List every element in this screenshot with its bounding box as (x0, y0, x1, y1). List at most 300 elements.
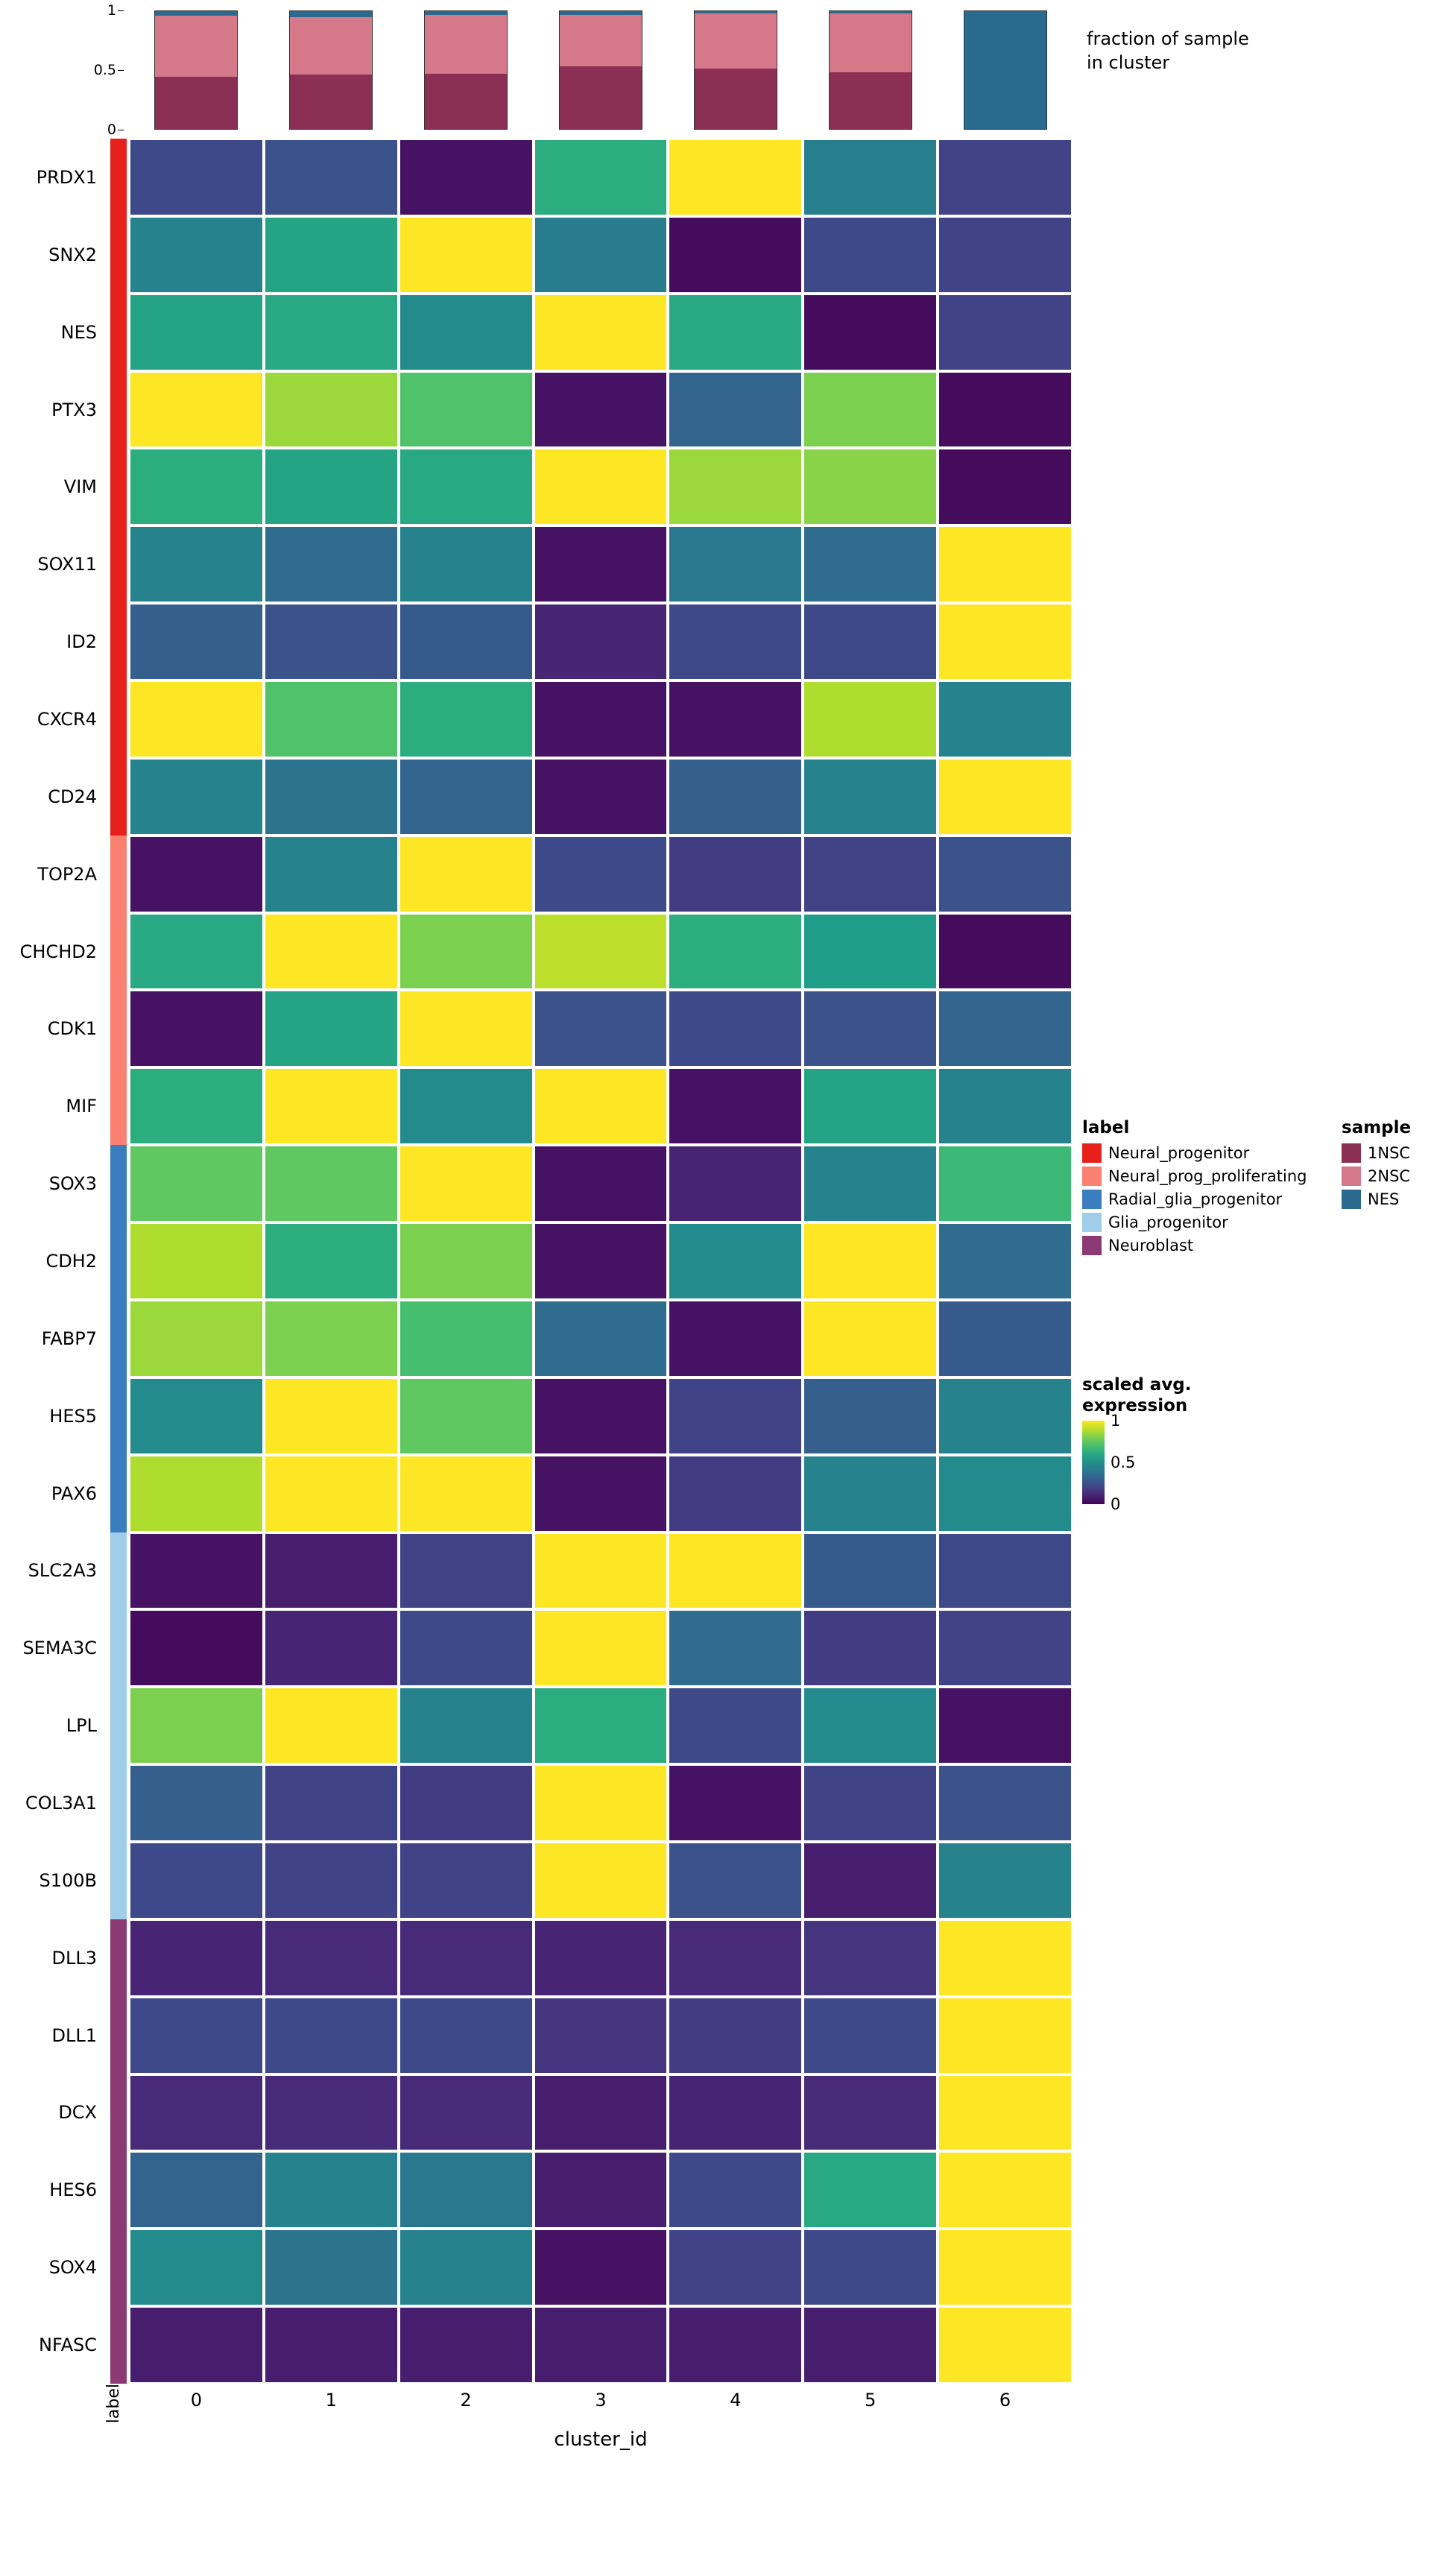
colorbar-tick-label: 0 (1111, 1495, 1121, 1514)
heatmap-cell (938, 1532, 1073, 1610)
x-tick-label: 4 (730, 2390, 742, 2411)
stacked-bar-chart (129, 10, 1073, 130)
heatmap-cell (264, 681, 399, 758)
heatmap-cell (803, 990, 938, 1067)
heatmap-cell (803, 139, 938, 216)
heatmap-cell (803, 681, 938, 758)
gene-label: HES6 (49, 2179, 97, 2201)
heatmap-cell (938, 1067, 1073, 1145)
x-tick-label: 1 (325, 2390, 337, 2411)
heatmap-cell (264, 2151, 399, 2229)
heatmap-cell (803, 758, 938, 836)
heatmap-cell (668, 1455, 803, 1532)
gene-label: CHCHD2 (19, 941, 97, 962)
heatmap-cell (668, 1997, 803, 2074)
legend-label-title: label (1082, 1118, 1130, 1137)
heatmap-grid (129, 139, 1073, 2384)
heatmap-cell (129, 2074, 264, 2152)
heatmap-cell (264, 371, 399, 449)
bar-segment-1NSC (830, 72, 912, 129)
heatmap-cell (264, 1145, 399, 1222)
x-tick-label: 0 (190, 2390, 203, 2411)
heatmap-cell (264, 2306, 399, 2384)
heatmap-cell (534, 2074, 669, 2152)
heatmap-cell (129, 525, 264, 603)
heatmap-cell (264, 1067, 399, 1145)
heatmap-cell (129, 448, 264, 525)
gene-label: FABP7 (41, 1328, 97, 1349)
heatmap-cell (129, 1300, 264, 1377)
heatmap-cell (264, 525, 399, 603)
label-color-cell (110, 448, 127, 525)
heatmap-cell (399, 913, 534, 991)
gene-label: CXCR4 (37, 708, 97, 730)
label-color-cell (110, 1300, 127, 1377)
heatmap-cell (668, 1532, 803, 1610)
heatmap-cell (129, 990, 264, 1067)
heatmap-cell (803, 2151, 938, 2229)
heatmap-cell (129, 758, 264, 836)
heatmap-cell (534, 2306, 669, 2384)
heatmap-cell (668, 2151, 803, 2229)
heatmap-cell (803, 1377, 938, 1455)
gene-label: SNX2 (48, 244, 97, 265)
label-color-cell (110, 216, 127, 294)
x-tick-label: 6 (999, 2390, 1011, 2411)
heatmap-cell (534, 1300, 669, 1377)
label-color-cell (110, 836, 127, 913)
x-axis-ticks (129, 2390, 1073, 2419)
heatmap-cell (803, 913, 938, 991)
label-color-cell (110, 758, 127, 836)
heatmap-cell (534, 2151, 669, 2229)
label-color-cell (110, 2306, 127, 2384)
heatmap-cell (668, 294, 803, 371)
label-column-title: label (104, 2384, 123, 2424)
bar-segment-NES (290, 11, 372, 17)
heatmap-cell (803, 525, 938, 603)
heatmap-cell (129, 216, 264, 294)
heatmap-cell (129, 371, 264, 449)
heatmap-cell (399, 1300, 534, 1377)
heatmap-cell (668, 216, 803, 294)
heatmap-cell (129, 1455, 264, 1532)
bar-segment-1NSC (560, 66, 642, 129)
legend-sample-item[interactable] (1342, 1190, 1431, 1209)
heatmap-cell (399, 1377, 534, 1455)
heatmap-cell (668, 758, 803, 836)
gene-label: NFASC (39, 2334, 97, 2356)
legend-sample-swatch (1342, 1143, 1361, 1163)
heatmap-cell (938, 1222, 1073, 1300)
heatmap-cell (264, 913, 399, 991)
heatmap-cell (803, 1222, 938, 1300)
gene-label: SOX3 (48, 1173, 97, 1195)
heatmap-cell (803, 216, 938, 294)
heatmap-cell (129, 2151, 264, 2229)
legend-sample-item[interactable] (1342, 1167, 1431, 1186)
bar-segment-2NSC (695, 13, 777, 69)
label-color-cell (110, 1687, 127, 1764)
heatmap-cell (264, 1687, 399, 1764)
legend-label-item[interactable] (1082, 1167, 1328, 1186)
heatmap-cell (399, 371, 534, 449)
heatmap-cell (264, 603, 399, 681)
legend-label-swatch (1082, 1213, 1102, 1232)
heatmap-cell (129, 836, 264, 913)
heatmap-cell (668, 371, 803, 449)
gene-label: MIF (66, 1096, 97, 1117)
label-color-cell (110, 1067, 127, 1145)
gene-label: LPL (66, 1715, 97, 1737)
gene-label: HES5 (49, 1405, 97, 1427)
heatmap-cell (399, 525, 534, 603)
heatmap-cell (938, 1377, 1073, 1455)
heatmap-cell (534, 216, 669, 294)
heatmap-cell (264, 216, 399, 294)
heatmap-cell (803, 2306, 938, 2384)
heatmap-cell (264, 1919, 399, 1997)
bar-segment-2NSC (830, 13, 912, 72)
heatmap-cell (129, 1842, 264, 1919)
legend-sample-text: NES (1368, 1190, 1400, 1208)
heatmap-cell (534, 758, 669, 836)
heatmap-cell (129, 681, 264, 758)
heatmap-cell (668, 603, 803, 681)
heatmap-cell (534, 1842, 669, 1919)
bar-segment-2NSC (155, 16, 237, 77)
x-tick-label: 3 (595, 2390, 607, 2411)
label-color-cell (110, 2229, 127, 2306)
heatmap-cell (668, 1145, 803, 1222)
heatmap-cell (129, 1609, 264, 1687)
heatmap-cell (668, 1300, 803, 1377)
legend-label-item[interactable] (1082, 1190, 1328, 1209)
bar-segment-NES (964, 11, 1046, 129)
heatmap-cell (668, 990, 803, 1067)
heatmap-cell (803, 1455, 938, 1532)
bar-segment-2NSC (290, 17, 372, 75)
heatmap-cell (938, 1764, 1073, 1842)
heatmap-cell (668, 1919, 803, 1997)
label-color-cell (110, 1532, 127, 1610)
annotation-line2: in cluster (1087, 52, 1170, 74)
heatmap-cell (129, 913, 264, 991)
colorbar-ticks (1111, 1412, 1155, 1514)
stacked-bar-2 (424, 10, 508, 130)
legend-sample-text: 1NSC (1368, 1144, 1411, 1162)
heatmap-cell (938, 836, 1073, 913)
heatmap-cell (668, 1764, 803, 1842)
annotation-line1: fraction of sample (1087, 28, 1249, 49)
heatmap-cell (534, 448, 669, 525)
bar-segment-1NSC (155, 77, 237, 129)
heatmap-cell (399, 139, 534, 216)
x-tick-label: 2 (460, 2390, 472, 2411)
heatmap-cell (399, 1455, 534, 1532)
heatmap-cell (399, 990, 534, 1067)
heatmap-cell (399, 1532, 534, 1610)
legend-sample (1342, 1118, 1431, 1213)
heatmap-cell (668, 525, 803, 603)
heatmap-cell (668, 1222, 803, 1300)
gene-label: TOP2A (37, 863, 97, 885)
heatmap-cell (534, 1764, 669, 1842)
heatmap-cell (399, 216, 534, 294)
heatmap-cell (264, 836, 399, 913)
legend-label-text: Radial_glia_progenitor (1108, 1190, 1283, 1208)
label-color-cell (110, 681, 127, 758)
label-color-cell (110, 990, 127, 1067)
heatmap-cell (534, 836, 669, 913)
heatmap-cell (264, 2229, 399, 2306)
heatmap-cell (264, 448, 399, 525)
heatmap-cell (668, 2074, 803, 2152)
heatmap-cell (399, 448, 534, 525)
x-tick-label: 5 (865, 2390, 876, 2411)
heatmap-cell (938, 1842, 1073, 1919)
gene-label: DCX (58, 2102, 97, 2124)
y-tick-1: 1 (107, 2, 116, 19)
legend-label-swatch (1082, 1190, 1102, 1209)
heatmap-cell (803, 448, 938, 525)
colorbar-tick-label: 1 (1111, 1412, 1121, 1430)
heatmap-cell (938, 681, 1073, 758)
heatmap-cell (803, 1687, 938, 1764)
gene-label: DLL3 (51, 1947, 97, 1969)
stacked-bar-y-axis (75, 2, 125, 138)
heatmap-cell (803, 1532, 938, 1610)
heatmap-cell (668, 836, 803, 913)
heatmap-cell (668, 1377, 803, 1455)
bar-segment-1NSC (695, 69, 777, 129)
heatmap-cell (938, 2074, 1073, 2152)
heatmap-cell (399, 1919, 534, 1997)
heatmap-cell (938, 525, 1073, 603)
heatmap-cell (668, 1067, 803, 1145)
heatmap-cell (264, 1300, 399, 1377)
legend-label-item[interactable] (1082, 1143, 1328, 1163)
heatmap-cell (938, 2306, 1073, 2384)
gene-label: VIM (63, 476, 97, 498)
heatmap-cell (803, 294, 938, 371)
heatmap-cell (129, 1222, 264, 1300)
heatmap-cell (399, 1145, 534, 1222)
legend-label-text: Neural_progenitor (1108, 1144, 1250, 1162)
heatmap-cell (399, 1222, 534, 1300)
gene-label: SEMA3C (22, 1638, 97, 1659)
heatmap-cell (399, 1764, 534, 1842)
heatmap-cell (534, 1222, 669, 1300)
legend-label-text: Neural_prog_proliferating (1108, 1167, 1307, 1185)
heatmap-cell (938, 216, 1073, 294)
label-color-cell (110, 2151, 127, 2229)
gene-label: SOX4 (48, 2257, 97, 2279)
heatmap-cell (399, 1997, 534, 2074)
heatmap-cell (399, 758, 534, 836)
gene-label: COL3A1 (25, 1793, 97, 1814)
heatmap-cell (938, 139, 1073, 216)
label-color-cell (110, 2074, 127, 2152)
heatmap-cell (803, 1300, 938, 1377)
heatmap-cell (129, 1997, 264, 2074)
heatmap-cell (264, 2074, 399, 2152)
legend-colorbar (1082, 1375, 1192, 1514)
heatmap-cell (668, 681, 803, 758)
heatmap-cell (534, 1532, 669, 1610)
heatmap-cell (668, 139, 803, 216)
bar-segment-2NSC (560, 15, 642, 67)
heatmap-cell (938, 1300, 1073, 1377)
colorbar-tick-label: 0.5 (1111, 1453, 1136, 1472)
heatmap-cell (129, 294, 264, 371)
heatmap-cell (803, 1919, 938, 1997)
heatmap-cell (129, 1687, 264, 1764)
label-color-cell (110, 603, 127, 681)
heatmap-cell (534, 603, 669, 681)
heatmap-cell (938, 1145, 1073, 1222)
heatmap-cell (938, 2151, 1073, 2229)
label-color-cell (110, 525, 127, 603)
gene-label: DLL1 (51, 2024, 97, 2046)
heatmap-cell (399, 603, 534, 681)
heatmap-cell (938, 294, 1073, 371)
heatmap-cell (534, 371, 669, 449)
gene-label: ID2 (66, 631, 97, 653)
colorbar-title: scaled avg. expression (1082, 1375, 1192, 1415)
heatmap-cell (803, 1764, 938, 1842)
heatmap-cell (399, 1687, 534, 1764)
legend-label-text: Neuroblast (1108, 1237, 1194, 1254)
heatmap-cell (534, 525, 669, 603)
label-color-cell (110, 1377, 127, 1455)
legend-label-swatch (1082, 1167, 1102, 1186)
heatmap-cell (264, 1532, 399, 1610)
heatmap-cell (803, 371, 938, 449)
heatmap-cell (534, 990, 669, 1067)
stacked-bar-4 (694, 10, 777, 130)
stacked-bar-6 (964, 10, 1047, 130)
heatmap-cell (129, 603, 264, 681)
heatmap-cell (264, 294, 399, 371)
heatmap-cell (938, 990, 1073, 1067)
label-color-cell (110, 1609, 127, 1687)
legend-sample-item[interactable] (1342, 1143, 1431, 1163)
gene-labels (0, 139, 104, 2384)
label-color-cell (110, 1222, 127, 1300)
heatmap-cell (938, 448, 1073, 525)
heatmap-cell (938, 603, 1073, 681)
heatmap-cell (399, 2074, 534, 2152)
label-color-cell (110, 1919, 127, 1997)
heatmap-cell (264, 758, 399, 836)
stacked-bar-5 (829, 10, 912, 130)
heatmap-cell (803, 1067, 938, 1145)
heatmap-cell (129, 1145, 264, 1222)
heatmap-cell (534, 1609, 669, 1687)
gene-label: PTX3 (51, 399, 97, 420)
heatmap-cell (668, 448, 803, 525)
stacked-bar-annotation (1087, 27, 1249, 75)
gene-label: CDH2 (45, 1251, 97, 1272)
legend-label-text: Glia_progenitor (1108, 1213, 1228, 1231)
gene-label: PRDX1 (36, 166, 97, 188)
bar-segment-2NSC (425, 15, 507, 74)
heatmap-cell (264, 1609, 399, 1687)
bar-segment-1NSC (425, 74, 507, 129)
heatmap-cell (534, 1919, 669, 1997)
heatmap-cell (938, 913, 1073, 991)
heatmap-cell (264, 1842, 399, 1919)
heatmap-cell (938, 2229, 1073, 2306)
heatmap-cell (399, 836, 534, 913)
label-color-cell (110, 294, 127, 371)
heatmap-cell (399, 294, 534, 371)
heatmap-cell (668, 913, 803, 991)
heatmap-cell (264, 1997, 399, 2074)
heatmap-cell (803, 836, 938, 913)
heatmap-cell (803, 2229, 938, 2306)
heatmap-cell (129, 1919, 264, 1997)
heatmap-cell (534, 139, 669, 216)
gene-label: SOX11 (37, 554, 97, 575)
heatmap-cell (129, 1377, 264, 1455)
heatmap-cell (668, 1609, 803, 1687)
heatmap-cell (668, 1842, 803, 1919)
stacked-bar-1 (289, 10, 373, 130)
bar-segment-1NSC (290, 75, 372, 129)
legend-sample-swatch (1342, 1167, 1361, 1186)
label-color-cell (110, 1764, 127, 1842)
x-axis-title: cluster_id (554, 2428, 648, 2451)
heatmap-cell (264, 1377, 399, 1455)
heatmap-cell (129, 2229, 264, 2306)
legend-sample-title: sample (1342, 1118, 1412, 1137)
label-color-cell (110, 139, 127, 216)
heatmap-cell (534, 2229, 669, 2306)
heatmap-cell (399, 2306, 534, 2384)
heatmap-cell (264, 139, 399, 216)
legend-label (1082, 1118, 1328, 1259)
heatmap-cell (534, 294, 669, 371)
heatmap-cell (534, 1997, 669, 2074)
legend-label-item[interactable] (1082, 1213, 1328, 1232)
legend-label-swatch (1082, 1236, 1102, 1255)
heatmap-cell (668, 2306, 803, 2384)
legend-label-swatch (1082, 1143, 1102, 1163)
label-color-cell (110, 1455, 127, 1532)
heatmap-cell (399, 2151, 534, 2229)
heatmap-cell (534, 681, 669, 758)
heatmap-cell (938, 1687, 1073, 1764)
gene-label: SLC2A3 (28, 1560, 97, 1582)
gene-label: CD24 (48, 786, 97, 807)
heatmap-cell (534, 1145, 669, 1222)
label-color-cell (110, 1997, 127, 2074)
heatmap-cell (264, 990, 399, 1067)
gene-label: NES (60, 321, 97, 343)
label-color-cell (110, 1842, 127, 1919)
heatmap-cell (264, 1455, 399, 1532)
heatmap-cell (803, 1842, 938, 1919)
label-color-column (110, 139, 127, 2384)
legend-sample-text: 2NSC (1368, 1167, 1411, 1185)
legend-label-item[interactable] (1082, 1236, 1328, 1255)
gene-label: PAX6 (51, 1483, 97, 1504)
legend-sample-swatch (1342, 1190, 1361, 1209)
heatmap-cell (399, 2229, 534, 2306)
heatmap-cell (668, 2229, 803, 2306)
